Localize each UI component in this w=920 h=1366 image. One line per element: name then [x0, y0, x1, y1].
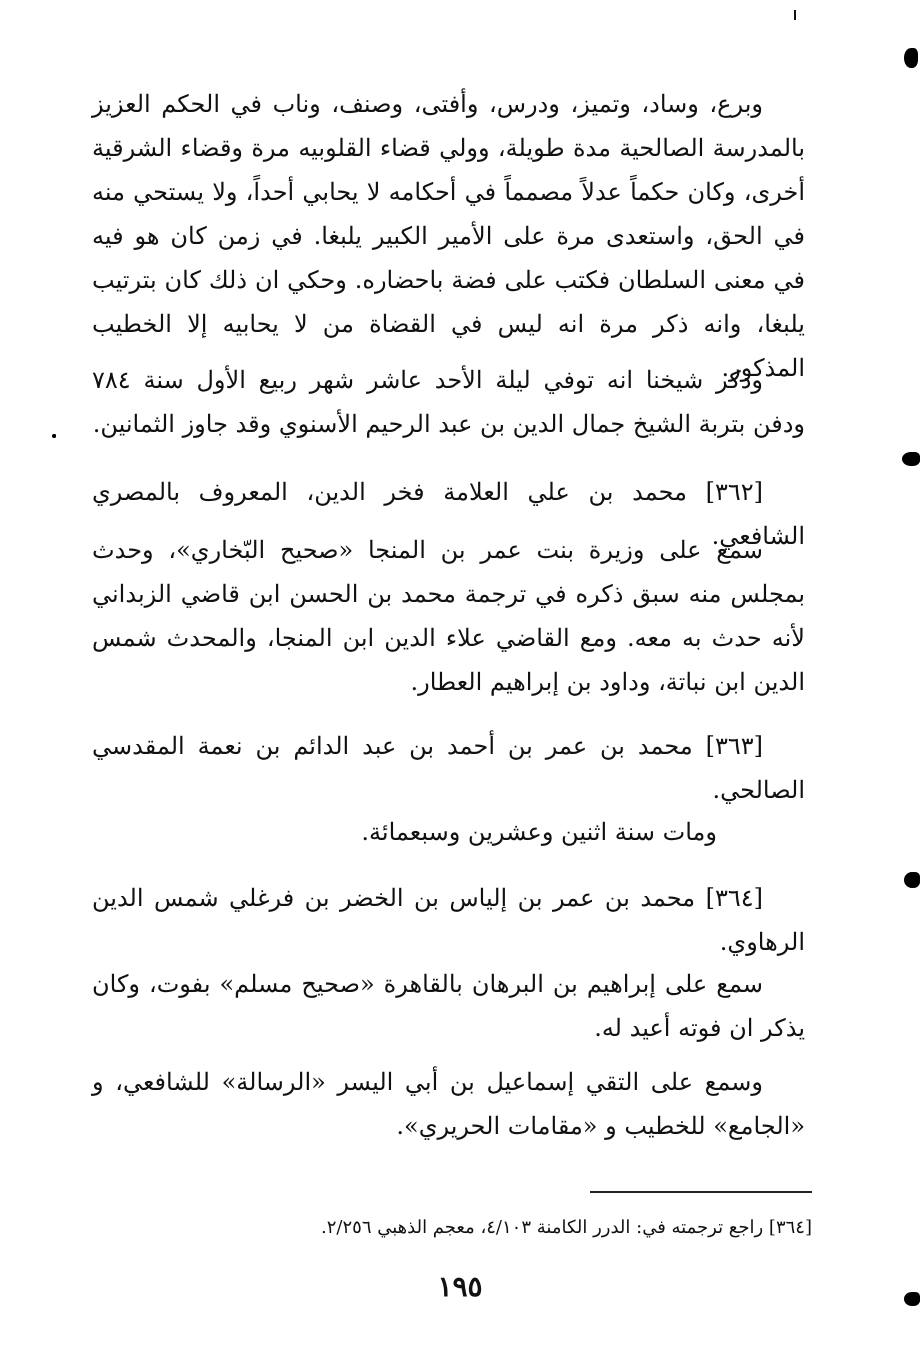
entry-363-body: ومات سنة اثنين وعشرين وسبعمائة.	[361, 818, 717, 846]
paragraph-death-note: وذكر شيخنا انه توفي ليلة الأحد عاشر شهر ربيع الأول سنة ٧٨٤ ودفن بتربة الشيخ جمال الدين بن عبد الرحيم الأسنوي وقد جاوز الثمانين.	[92, 366, 805, 438]
entry-364-heading: [٣٦٤] محمد بن عمر بن إلياس بن الخضر بن فرغلي شمس الدين الرهاوي.	[92, 884, 805, 956]
entry-364-body-1: سمع على إبراهيم بن البرهان بالقاهرة «صحيح مسلم» بفوت، وكان يذكر ان فوته أعيد له.	[92, 970, 805, 1042]
entry-363-heading: [٣٦٣] محمد بن عمر بن أحمد بن عبد الدائم بن نعمة المقدسي الصالحي.	[92, 732, 805, 804]
ink-blob	[904, 48, 918, 68]
entry-364-body-2: وسمع على التقي إسماعيل بن أبي اليسر «الرسالة» للشافعي، و «الجامع» للخطيب و «مقامات الحريري».	[92, 1068, 805, 1140]
entry-362-heading: [٣٦٢] محمد بن علي العلامة فخر الدين، المعروف بالمصري الشافعي.	[92, 478, 805, 550]
entry-362-body: سمع على وزيرة بنت عمر بن المنجا «صحيح البّخاري»، وحدث بمجلس منه سبق ذكره في ترجمة محمد بن الحسن ابن قاضي الزبداني لأنه حدث به معه. ومع القاضي علاء الدين ابن المنجا، والمحدث شمس الدين ابن نباتة، وداود بن إبراهيم العطار.	[92, 536, 805, 696]
ink-blob	[904, 1292, 920, 1306]
scan-mark	[794, 10, 796, 20]
footnote: [٣٦٤] راجع ترجمته في: الدرر الكامنة ٤/١٠٣، معجم الذهبي ٢/٢٥٦.	[321, 1217, 812, 1238]
ink-blob	[902, 452, 920, 466]
footnote-divider	[590, 1191, 812, 1193]
page-number: ١٩٥	[437, 1270, 483, 1303]
ink-blob	[904, 872, 920, 888]
paragraph-biography: وبرع، وساد، وتميز، ودرس، وأفتى، وصنف، وناب في الحكم العزيز بالمدرسة الصالحية مدة طويلة، وولي قضاء القلوبيه مرة وقضاء الشرقية أخرى، وكان حكماً عدلاً مصمماً في أحكامه لا يحابي أحداً، ولا يستحي منه في الحق، واستعدى مرة على الأمير الكبير يلبغا. في زمن كان هو فيه في معنى السلطان فكتب على فضة باحضاره. وحكي ان ذلك كان بترتيب يلبغا، وانه ذكر مرة انه ليس في القضاة من لا يحابيه إلا الخطيب المذكور.	[92, 90, 806, 382]
ink-dot	[52, 434, 56, 438]
